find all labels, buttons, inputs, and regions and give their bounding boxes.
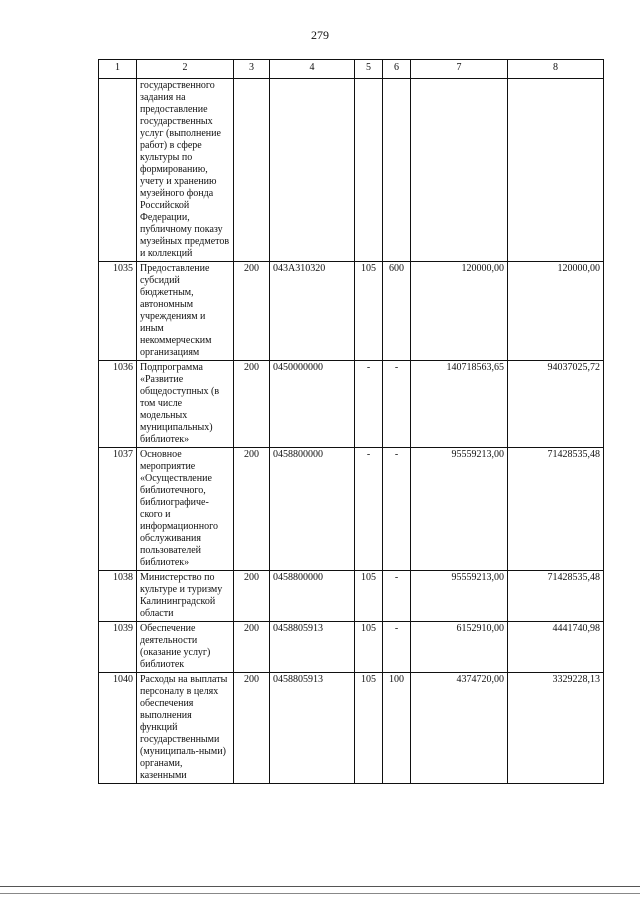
amount-col7-cell: 4374720,00 [411,673,508,784]
amount-col7-cell: 6152910,00 [411,622,508,673]
column-header-6: 6 [383,60,411,79]
table-row [99,571,604,622]
column-header-2: 2 [137,60,234,79]
column-header-4: 4 [270,60,355,79]
item-name-cell: Обеспечение деятельности (оказание услуг) библиотек [137,622,234,673]
item-name-cell: государственного задания на предоставление государственных услуг (выполнение работ) в сфере культуры по формированию, учету и хранению музейного фонда Российской Федерации, публичному показу музейных предметов и коллекций [137,79,234,262]
code-cell [234,79,270,262]
column-header-3: 3 [234,60,270,79]
target-article-cell: 0458800000 [270,571,355,622]
item-name-cell: Подпрограмма «Развитие общедоступных (в том числе модельных муниципальных) библиотек» [137,361,234,448]
column-header-7: 7 [411,60,508,79]
header-row [99,60,604,79]
amount-col8-cell: 71428535,48 [508,448,604,571]
expense-type-cell [383,79,411,262]
section-cell: 105 [355,622,383,673]
expense-type-cell: 600 [383,262,411,361]
section-cell: - [355,448,383,571]
code-cell: 200 [234,571,270,622]
section-cell [355,79,383,262]
section-cell: - [355,361,383,448]
expense-type-cell: - [383,571,411,622]
code-cell: 200 [234,448,270,571]
scan-edge-line [0,886,640,887]
table-row [99,448,604,571]
amount-col7-cell [411,79,508,262]
amount-col8-cell [508,79,604,262]
table-row [99,79,604,262]
target-article-cell [270,79,355,262]
column-header-8: 8 [508,60,604,79]
item-name-cell: Предоставление субсидий бюджетным, автономным учреждениям и иным некоммерческим организациям [137,262,234,361]
target-article-cell: 0458805913 [270,673,355,784]
row-number-cell: 1035 [99,262,137,361]
amount-col8-cell: 94037025,72 [508,361,604,448]
table-row [99,622,604,673]
expense-type-cell: - [383,622,411,673]
target-article-cell: 0458800000 [270,448,355,571]
code-cell: 200 [234,673,270,784]
target-article-cell: 0458805913 [270,622,355,673]
budget-table [98,59,604,784]
row-number-cell: 1038 [99,571,137,622]
expense-type-cell: 100 [383,673,411,784]
amount-col8-cell: 4441740,98 [508,622,604,673]
amount-col8-cell: 71428535,48 [508,571,604,622]
target-article-cell: 0450000000 [270,361,355,448]
amount-col8-cell: 120000,00 [508,262,604,361]
page-number: 279 [311,28,329,42]
column-header-1: 1 [99,60,137,79]
row-number-cell: 1037 [99,448,137,571]
expense-type-cell: - [383,448,411,571]
row-number-cell: 1036 [99,361,137,448]
section-cell: 105 [355,571,383,622]
target-article-cell: 043А310320 [270,262,355,361]
expense-type-cell: - [383,361,411,448]
table-row [99,262,604,361]
code-cell: 200 [234,361,270,448]
table-row [99,673,604,784]
amount-col7-cell: 95559213,00 [411,448,508,571]
item-name-cell: Основное мероприятие «Осуществление библиотечного, библиографиче-ского и информационного обслуживания пользователей библиотек» [137,448,234,571]
column-header-5: 5 [355,60,383,79]
scan-edge-line [0,893,640,894]
row-number-cell [99,79,137,262]
amount-col7-cell: 120000,00 [411,262,508,361]
row-number-cell: 1039 [99,622,137,673]
code-cell: 200 [234,622,270,673]
amount-col7-cell: 95559213,00 [411,571,508,622]
code-cell: 200 [234,262,270,361]
section-cell: 105 [355,262,383,361]
item-name-cell: Расходы на выплаты персоналу в целях обеспечения выполнения функций государственными (муниципаль-ными) органами, казенными [137,673,234,784]
section-cell: 105 [355,673,383,784]
amount-col7-cell: 140718563,65 [411,361,508,448]
item-name-cell: Министерство по культуре и туризму Калининградской области [137,571,234,622]
amount-col8-cell: 3329228,13 [508,673,604,784]
row-number-cell: 1040 [99,673,137,784]
table-row [99,361,604,448]
